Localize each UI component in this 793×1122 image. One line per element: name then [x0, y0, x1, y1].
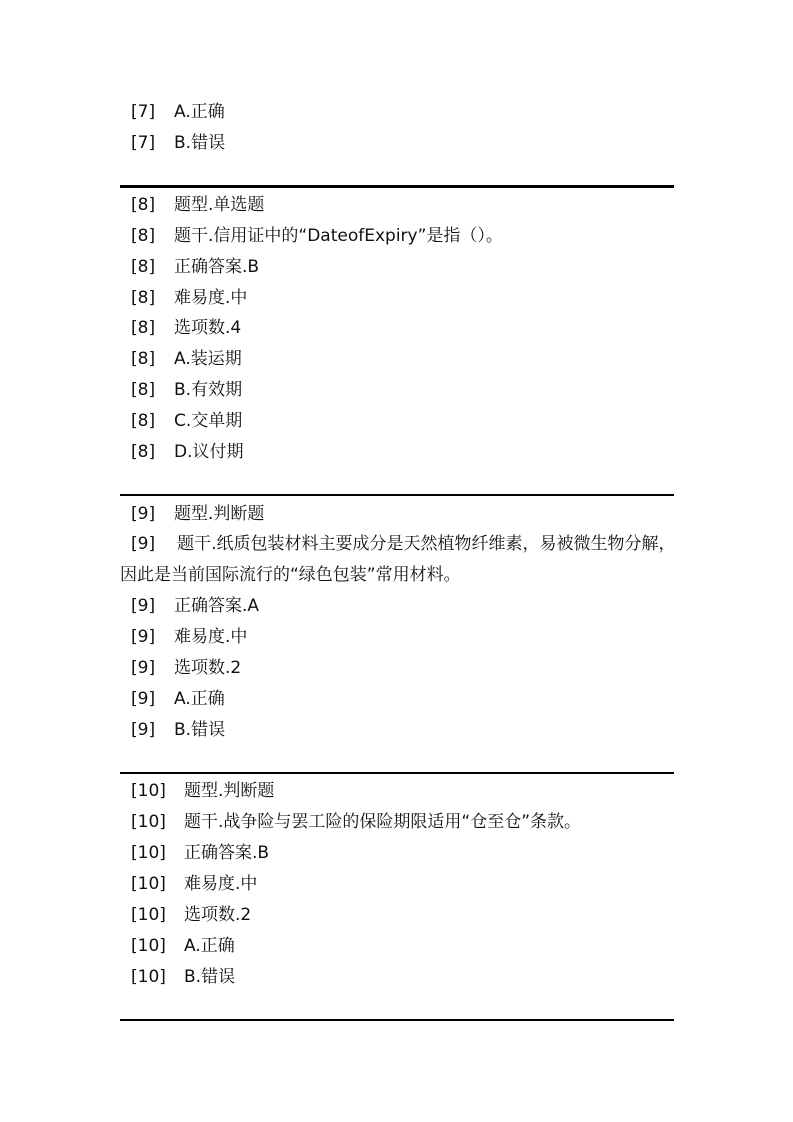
q9-option-a: [131, 688, 225, 710]
q8-difficulty: [131, 287, 248, 309]
line-text: 题干.战争险与罢工险的保险期限适用“仓至仓”条款。: [184, 812, 582, 832]
line-text: 题干.信用证中的“DateofExpiry”是指（）。: [174, 226, 503, 246]
question-number: [8]: [131, 226, 156, 246]
q10-option-b: [131, 966, 236, 988]
line-text: C.交单期: [174, 411, 243, 431]
question-number: [8]: [131, 195, 156, 215]
line-text: A.正确: [174, 102, 225, 122]
question-number: [9]: [131, 504, 156, 524]
line-text: 正确答案.B: [174, 257, 260, 277]
q10-stem: [131, 811, 582, 833]
question-number: [9]: [131, 627, 156, 647]
line-text: 题干.纸质包装材料主要成分是天然植物纤维素，易被微生物分解，因此是当前国际流行的“绿色包装”常用材料。: [120, 534, 676, 585]
question-number: [8]: [131, 257, 156, 277]
q10-option-count: [131, 904, 252, 926]
question-number: [9]: [131, 596, 156, 616]
question-number: [8]: [131, 318, 156, 338]
question-number: [8]: [131, 288, 156, 308]
question-number: [8]: [131, 411, 156, 431]
q10-option-a: [131, 935, 235, 957]
q8-type: [131, 194, 265, 216]
line-text: A.正确: [184, 936, 235, 956]
section-divider: [120, 185, 674, 188]
question-number: [10]: [131, 843, 166, 863]
q8-option-d: [131, 441, 244, 463]
q9-option-b: [131, 719, 226, 741]
line-text: 题型.判断题: [174, 504, 265, 524]
q7-option-a: [131, 101, 225, 123]
section-divider: [120, 494, 674, 496]
question-number: [10]: [131, 812, 166, 832]
q9-answer: [131, 595, 260, 617]
section-divider: [120, 772, 674, 774]
q8-stem: [131, 225, 503, 247]
line-text: B.错误: [174, 720, 226, 740]
q8-answer: [131, 256, 260, 278]
question-number: [9]: [131, 720, 156, 740]
line-text: D.议付期: [174, 442, 244, 462]
question-number: [10]: [131, 905, 166, 925]
question-number: [9]: [131, 534, 156, 554]
question-number: [7]: [131, 133, 156, 153]
question-number: [9]: [131, 689, 156, 709]
q9-stem: [120, 529, 680, 591]
line-text: A.装运期: [174, 349, 242, 369]
question-number: [8]: [131, 442, 156, 462]
line-text: 正确答案.A: [174, 596, 260, 616]
q8-option-count: [131, 317, 242, 339]
line-text: A.正确: [174, 689, 225, 709]
question-number: [10]: [131, 967, 166, 987]
question-number: [10]: [131, 781, 166, 801]
line-text: 题型.单选题: [174, 195, 265, 215]
line-text: 难易度.中: [184, 874, 258, 894]
q9-type: [131, 503, 265, 525]
line-text: B.错误: [184, 967, 236, 987]
question-number: [9]: [131, 658, 156, 678]
question-number: [8]: [131, 380, 156, 400]
q9-difficulty: [131, 626, 248, 648]
question-number: [7]: [131, 102, 156, 122]
line-text: B.错误: [174, 133, 226, 153]
line-text: 选项数.2: [174, 658, 242, 678]
q10-difficulty: [131, 873, 258, 895]
line-text: 选项数.4: [174, 318, 242, 338]
q10-answer: [131, 842, 270, 864]
line-text: 正确答案.B: [184, 843, 270, 863]
line-text: 选项数.2: [184, 905, 252, 925]
question-number: [10]: [131, 936, 166, 956]
q8-option-a: [131, 348, 242, 370]
section-divider: [120, 1019, 674, 1021]
q8-option-b: [131, 379, 243, 401]
line-text: 难易度.中: [174, 627, 248, 647]
q8-option-c: [131, 410, 243, 432]
q10-type: [131, 780, 275, 802]
q9-option-count: [131, 657, 242, 679]
line-text: 题型.判断题: [184, 781, 275, 801]
question-number: [10]: [131, 874, 166, 894]
q7-option-b: [131, 132, 226, 154]
line-text: B.有效期: [174, 380, 243, 400]
line-text: 难易度.中: [174, 288, 248, 308]
question-number: [8]: [131, 349, 156, 369]
